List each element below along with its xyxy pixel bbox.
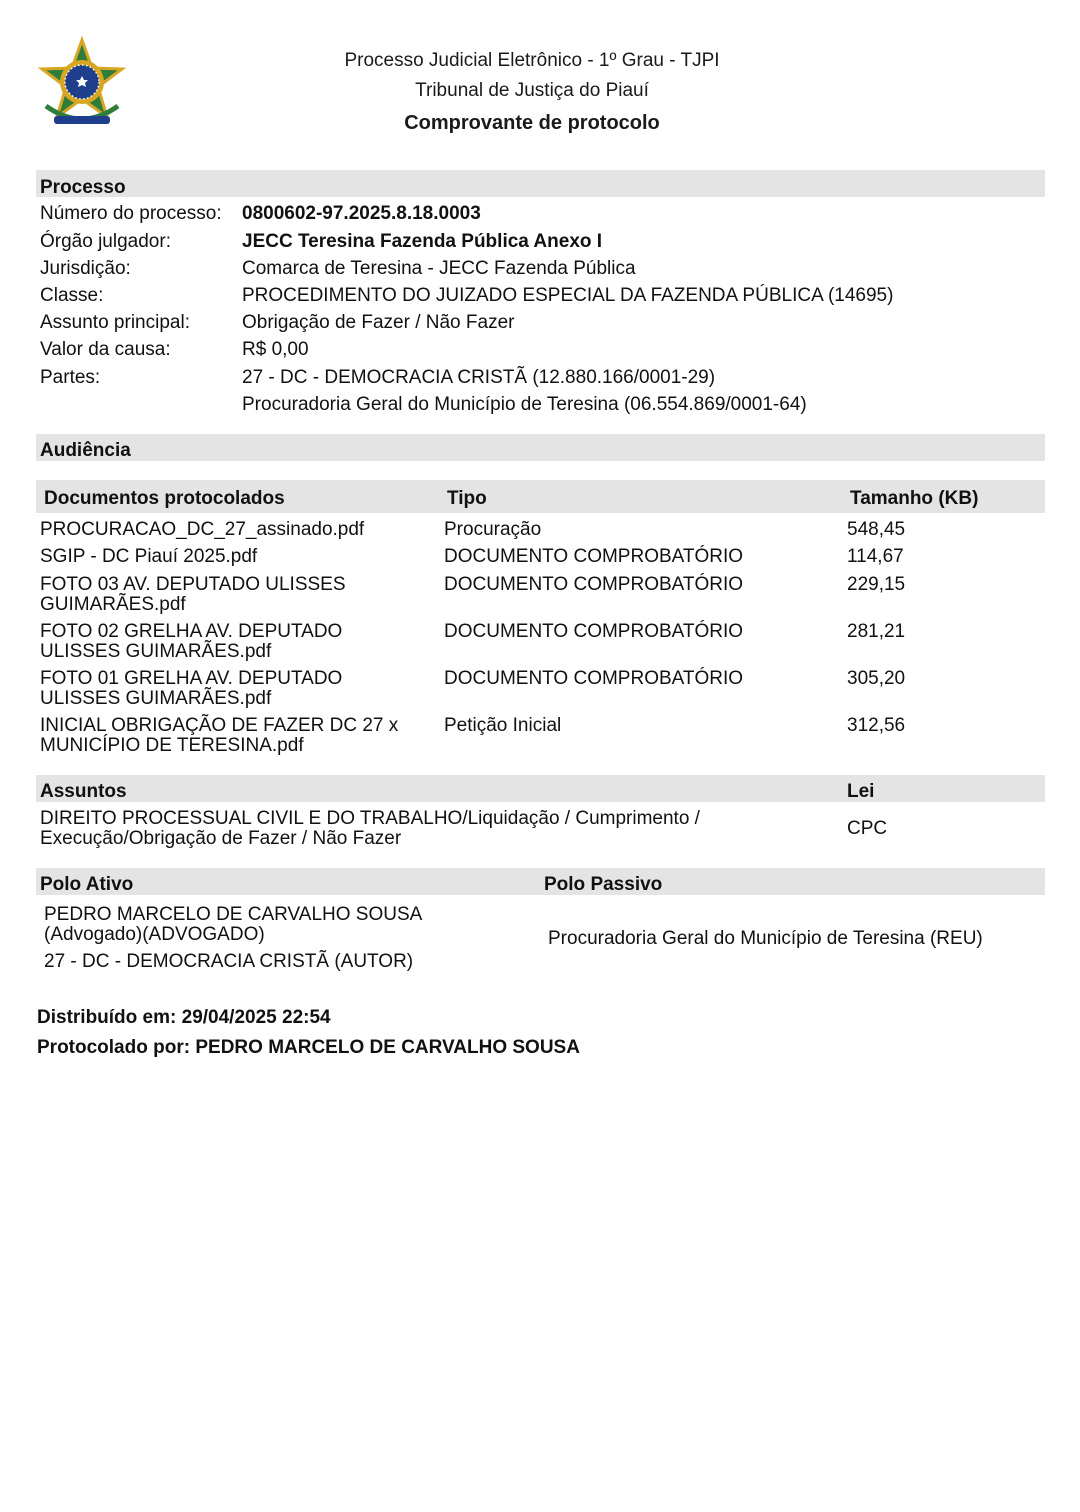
document-size: 312,56 <box>847 715 906 736</box>
distribuido-line <box>37 1007 331 1029</box>
field-value-orgao: JECC Teresina Fazenda Pública Anexo I <box>242 231 603 252</box>
lei-header: Lei <box>847 781 875 802</box>
document-name: FOTO 03 AV. DEPUTADO ULISSES GUIMARÃES.pdf <box>40 574 346 615</box>
protocolado-label: Protocolado por: <box>37 1037 191 1058</box>
document-tipo: DOCUMENTO COMPROBATÓRIO <box>444 621 744 642</box>
field-label-classe: Classe: <box>40 285 104 306</box>
processo-section-label: Processo <box>40 177 126 198</box>
polo-passivo-entry: Procuradoria Geral do Município de Teresina (REU) <box>548 928 983 949</box>
polo-ativo-entry: 27 - DC - DEMOCRACIA CRISTÃ (AUTOR) <box>44 951 414 972</box>
assuntos-header-bar <box>36 775 1045 802</box>
field-value-classe: PROCEDIMENTO DO JUIZADO ESPECIAL DA FAZENDA PÚBLICA (14695) <box>242 285 894 306</box>
lei-value: CPC <box>847 818 888 839</box>
field-label-partes: Partes: <box>40 367 101 388</box>
document-tipo: Procuração <box>444 519 542 540</box>
document-size: 548,45 <box>847 519 906 540</box>
assuntos-header: Assuntos <box>40 781 127 802</box>
document-name: INICIAL OBRIGAÇÃO DE FAZER DC 27 x MUNICÍPIO DE TERESINA.pdf <box>40 715 399 756</box>
polo-ativo-entry: PEDRO MARCELO DE CARVALHO SOUSA (Advogado)(ADVOGADO) <box>44 904 422 945</box>
document-tipo: DOCUMENTO COMPROBATÓRIO <box>444 574 744 595</box>
header-line-system: Processo Judicial Eletrônico - 1º Grau - TJPI <box>344 50 720 71</box>
field-value-jurisdicao: Comarca de Teresina - JECC Fazenda Pública <box>242 258 636 279</box>
audiencia-section-label: Audiência <box>40 440 131 461</box>
assuntos-text: DIREITO PROCESSUAL CIVIL E DO TRABALHO/Liquidação / Cumprimento / Execução/Obrigação de Fazer / Não Fazer <box>40 808 700 849</box>
field-label-jurisdicao: Jurisdição: <box>40 258 131 279</box>
document-name: PROCURACAO_DC_27_assinado.pdf <box>40 519 365 540</box>
polo-passivo-header: Polo Passivo <box>544 874 663 895</box>
field-value-assunto: Obrigação de Fazer / Não Fazer <box>242 312 515 333</box>
polo-ativo-header: Polo Ativo <box>40 874 134 895</box>
audiencia-section-bar <box>36 434 1045 461</box>
polos-header-bar <box>36 868 1045 895</box>
header-line-court: Tribunal de Justiça do Piauí <box>415 80 649 101</box>
document-tipo: DOCUMENTO COMPROBATÓRIO <box>444 546 744 567</box>
document-size: 229,15 <box>847 574 906 595</box>
field-value-partes-1: 27 - DC - DEMOCRACIA CRISTÃ (12.880.166/0001-29) <box>242 367 716 388</box>
page-title: Comprovante de protocolo <box>404 112 660 134</box>
distribuido-label: Distribuído em: <box>37 1007 177 1028</box>
document-name: FOTO 01 GRELHA AV. DEPUTADO ULISSES GUIMARÃES.pdf <box>40 668 343 709</box>
field-value-numero: 0800602-97.2025.8.18.0003 <box>242 203 481 224</box>
field-label-orgao: Órgão julgador: <box>40 231 171 252</box>
field-value-valor: R$ 0,00 <box>242 339 309 360</box>
document-tipo: Petição Inicial <box>444 715 562 736</box>
document-name: FOTO 02 GRELHA AV. DEPUTADO ULISSES GUIMARÃES.pdf <box>40 621 343 662</box>
processo-section-bar <box>36 170 1045 197</box>
protocolado-value: PEDRO MARCELO DE CARVALHO SOUSA <box>195 1037 580 1058</box>
field-label-assunto: Assunto principal: <box>40 312 190 333</box>
document-name: SGIP - DC Piauí 2025.pdf <box>40 546 258 567</box>
protocolado-line <box>37 1037 580 1059</box>
documentos-col-header-tipo: Tipo <box>447 488 487 509</box>
field-label-numero: Número do processo: <box>40 203 222 224</box>
document-size: 305,20 <box>847 668 906 689</box>
field-value-partes-2: Procuradoria Geral do Município de Teresina (06.554.869/0001-64) <box>242 394 807 415</box>
document-size: 114,67 <box>847 546 904 567</box>
documentos-col-header-name: Documentos protocolados <box>44 488 285 509</box>
document-tipo: DOCUMENTO COMPROBATÓRIO <box>444 668 744 689</box>
distribuido-value: 29/04/2025 22:54 <box>181 1007 331 1028</box>
field-label-valor: Valor da causa: <box>40 339 171 360</box>
document-size: 281,21 <box>847 621 906 642</box>
documentos-col-header-size: Tamanho (KB) <box>850 488 979 509</box>
